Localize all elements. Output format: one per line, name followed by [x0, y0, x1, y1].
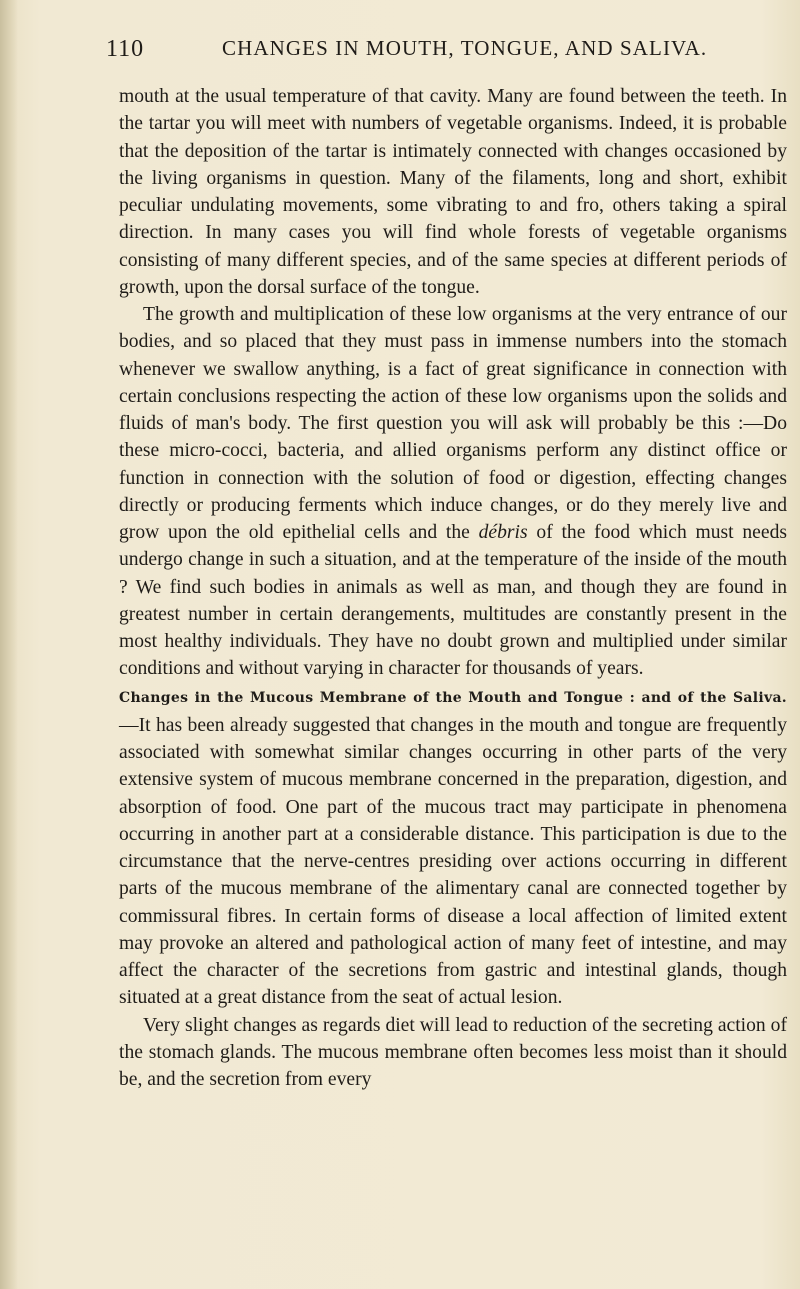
paragraph-2-part-a: The growth and multiplication of these low organisms at the very entrance of our bodies, and so placed that they must pass in immense numbers into the stomach whenever we swallow anything, is a fact of great significance in connection with certain conclusions respecting the action of these low organisms upon the solids and fluids of man's body. The first question you will ask will probably be this :—Do these micro-cocci, bacteria, and allied organisms perform any distinct office or function in connection with the solution of food or digestion, effecting changes directly or producing ferments which induce changes, or do they merely live and grow upon the old epithelial cells and the [119, 304, 787, 543]
page-header [106, 36, 796, 66]
section-heading: Changes in the Mucous Membrane of the Mouth and Tongue : and of the Saliva. [119, 689, 787, 706]
page-number: 110 [106, 36, 145, 62]
paragraph-2 [119, 301, 787, 683]
paragraph-3 [119, 683, 787, 1012]
paragraph-2-part-b: of the food which must needs undergo change in such a situation, and at the temperature of the inside of the mouth ? We find such bodies in animals as well as man, and though they are found in greatest number in certain derangements, multitudes are constantly present in the most healthy individuals. They have no doubt grown and multiplied under similar conditions and without varying in character for thousands of years. [119, 522, 788, 680]
page-binding-shadow [0, 0, 18, 1289]
paragraph-1: mouth at the usual temperature of that cavity. Many are found between the teeth. In the tartar you will meet with numbers of vegetable organisms. Indeed, it is probable that the deposition of the tartar is intimately connected with changes occasioned by the living organisms in question. Many of the filaments, long and short, exhibit peculiar undulating movements, some vibrating to and fro, others taking a spiral direction. In many cases you will find whole forests of vegetable organisms consisting of many different species, and of the same species at different periods of growth, upon the dorsal surface of the tongue. [119, 86, 787, 298]
paragraph-4: Very slight changes as regards diet will lead to reduction of the secreting action of the stomach glands. The mucous membrane often becomes less moist than it should be, and the secretion from every [119, 1014, 787, 1090]
paragraph-2-italic-term: débris [478, 522, 528, 543]
running-head: CHANGES IN MOUTH, TONGUE, AND SALIVA. [222, 36, 708, 60]
body-text [119, 83, 787, 1093]
paragraph-3-text: —It has been already suggested that changes in the mouth and tongue are frequently associated with somewhat similar changes occurring in other parts of the very extensive system of mucous membrane concerned in the preparation, digestion, and absorption of food. One part of the mucous tract may participate in phenomena occurring in another part at a considerable distance. This participation is due to the circumstance that the nerve-centres presiding over actions occurring in different parts of the mucous membrane of the alimentary canal are connected together by commissural fibres. In certain forms of disease a local affection of limited extent may provoke an altered and pathological action of many feet of intestine, and may affect the character of the secretions from gastric and intestinal glands, though situated at a great distance from the seat of actual lesion. [119, 714, 787, 1009]
